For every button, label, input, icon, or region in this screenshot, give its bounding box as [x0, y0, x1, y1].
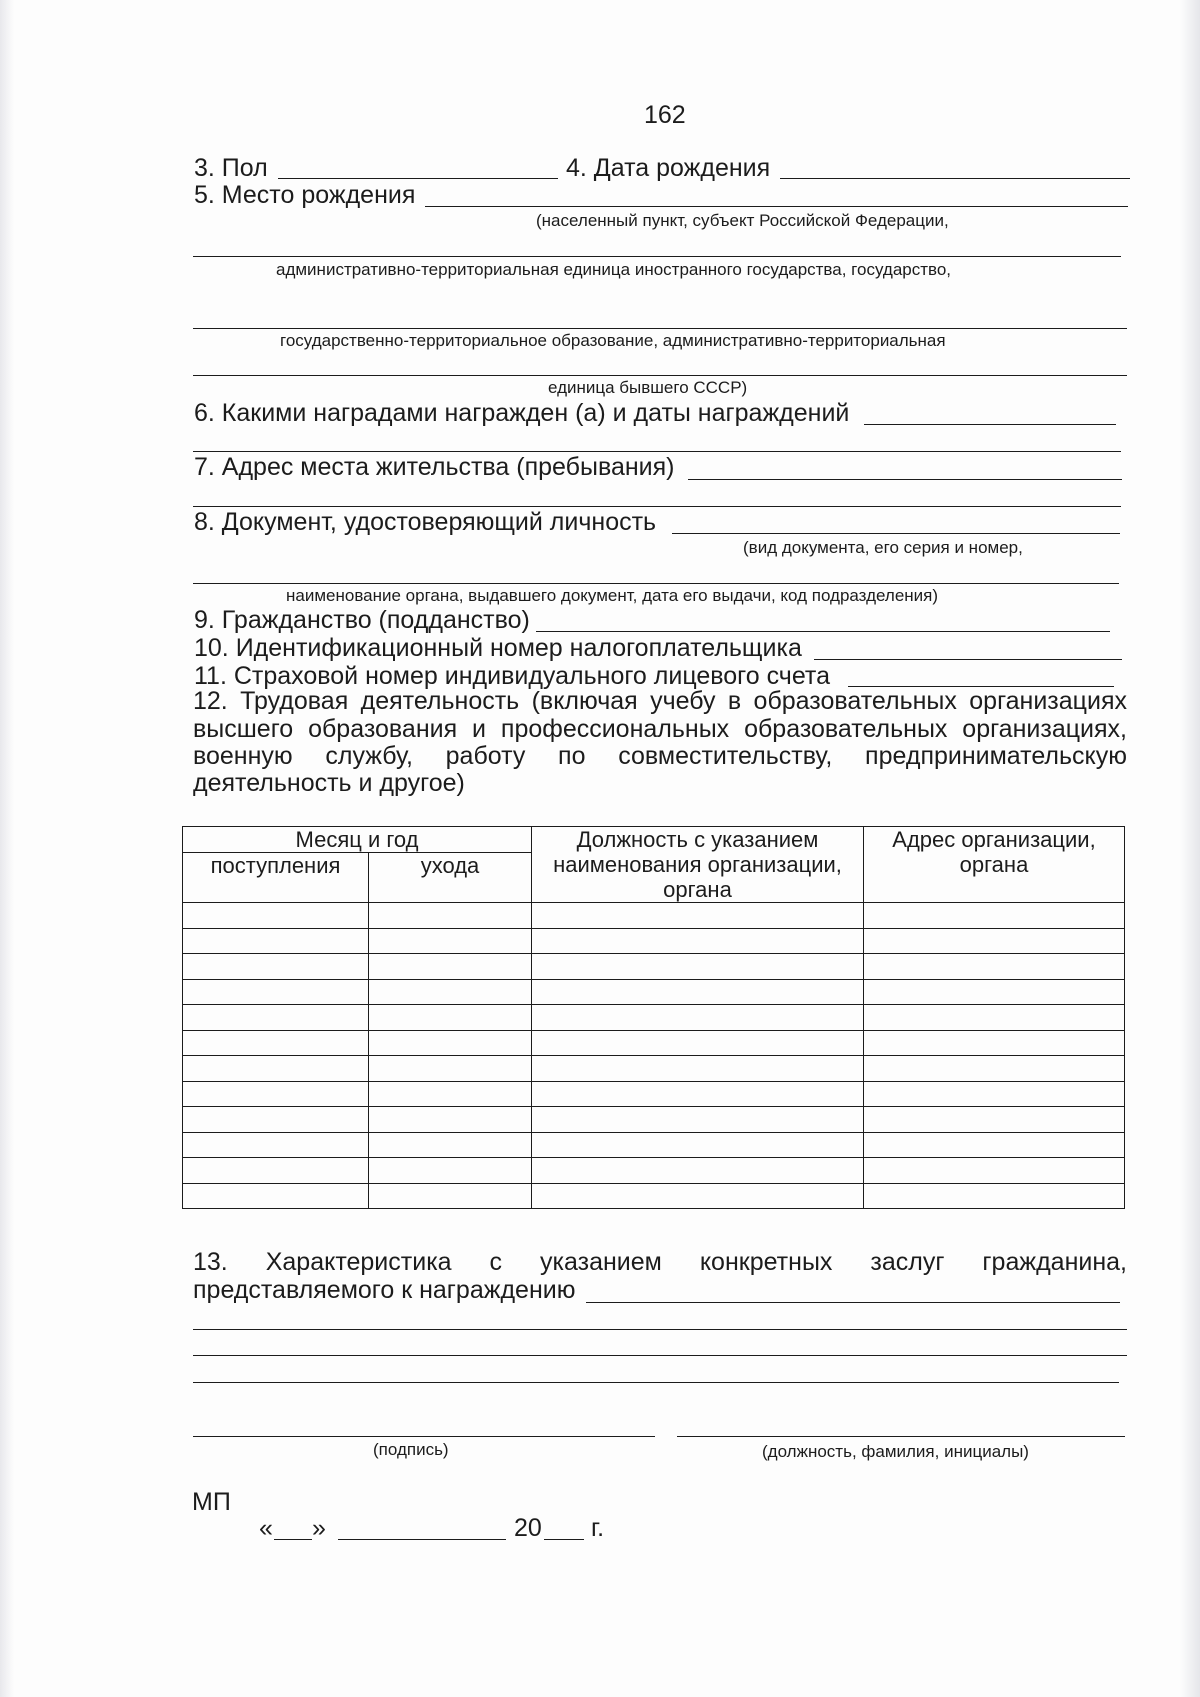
- table-cell[interactable]: [369, 1056, 532, 1082]
- field-4-label: 4. Дата рождения: [566, 154, 771, 182]
- field-8-label: 8. Документ, удостоверяющий личность: [194, 508, 657, 536]
- table-row: [183, 1158, 1125, 1184]
- field-3-blank[interactable]: [278, 178, 558, 179]
- table-cell[interactable]: [532, 1030, 864, 1056]
- table-row: [183, 1030, 1125, 1056]
- date-year-blank[interactable]: [544, 1539, 584, 1540]
- name-blank[interactable]: [677, 1436, 1125, 1437]
- table-row: [183, 954, 1125, 980]
- header-end: [369, 853, 532, 903]
- date-close-quote: »: [312, 1514, 326, 1542]
- field-7-blank-1[interactable]: [688, 479, 1122, 480]
- field-13-blank-3[interactable]: [193, 1355, 1127, 1356]
- table-cell[interactable]: [864, 928, 1125, 954]
- field-5-hint-3: государственно-территориальное образование, административно-территориальная: [280, 331, 946, 350]
- field-13-blank-1[interactable]: [586, 1302, 1120, 1303]
- table-header-row-1: [183, 827, 1125, 853]
- table-cell[interactable]: [183, 1081, 369, 1107]
- field-7-blank-2[interactable]: [193, 506, 1121, 507]
- table-cell[interactable]: [183, 1183, 369, 1209]
- header-end-text: ухода: [420, 853, 480, 879]
- table-cell[interactable]: [532, 1107, 864, 1133]
- table-cell[interactable]: [369, 903, 532, 929]
- table-row: [183, 1005, 1125, 1031]
- table-cell[interactable]: [369, 1132, 532, 1158]
- table-cell[interactable]: [532, 1132, 864, 1158]
- table-cell[interactable]: [369, 1158, 532, 1184]
- header-address-line-1: Адрес организации,: [892, 827, 1096, 852]
- table-cell[interactable]: [864, 1030, 1125, 1056]
- date-open-quote: «: [259, 1514, 273, 1542]
- field-10-label: 10. Идентификационный номер налогоплательщика: [194, 634, 802, 662]
- table-cell[interactable]: [183, 954, 369, 980]
- table-row: [183, 1183, 1125, 1209]
- table-body: [183, 903, 1125, 1209]
- table-cell[interactable]: [532, 954, 864, 980]
- table-cell[interactable]: [532, 1081, 864, 1107]
- table-cell[interactable]: [532, 1158, 864, 1184]
- table-row: [183, 903, 1125, 929]
- field-12-line-1: 12. Трудовая деятельность (включая учебу в образовательных организациях: [193, 687, 1127, 715]
- header-position-line-1: Должность с указанием: [576, 827, 819, 852]
- table-cell[interactable]: [369, 1030, 532, 1056]
- table-row: [183, 928, 1125, 954]
- field-5-blank-3[interactable]: [193, 328, 1127, 329]
- table-row: [183, 979, 1125, 1005]
- table-cell[interactable]: [864, 1132, 1125, 1158]
- field-12-line-2: высшего образования и профессиональных образовательных организациях,: [193, 715, 1127, 743]
- table-cell[interactable]: [183, 1056, 369, 1082]
- field-5-hint-4: единица бывшего СССР): [548, 378, 748, 397]
- table-cell[interactable]: [864, 979, 1125, 1005]
- field-5-blank-4[interactable]: [193, 375, 1127, 376]
- field-7-label: 7. Адрес места жительства (пребывания): [194, 453, 675, 481]
- header-start-text: поступления: [210, 853, 341, 879]
- header-position-line-2: наименования организации,: [553, 852, 842, 877]
- header-month-year: [183, 827, 532, 853]
- field-8-hint-1: (вид документа, его серия и номер,: [743, 538, 1023, 557]
- table-cell[interactable]: [864, 1005, 1125, 1031]
- table-cell[interactable]: [183, 1158, 369, 1184]
- date-year-suffix: г.: [591, 1514, 605, 1542]
- signature-hint: (подпись): [373, 1440, 449, 1459]
- work-history-table: [182, 826, 1125, 1209]
- field-11-label: 11. Страховой номер индивидуального лицевого счета: [194, 662, 830, 690]
- table-cell[interactable]: [369, 1107, 532, 1133]
- table-cell[interactable]: [864, 1056, 1125, 1082]
- table-cell[interactable]: [183, 903, 369, 929]
- field-8-blank-1[interactable]: [672, 533, 1120, 534]
- header-position: [532, 827, 864, 903]
- field-8-hint-2: наименование органа, выдавшего документ, дата его выдачи, код подразделения): [286, 586, 939, 605]
- header-address-line-2: органа: [959, 852, 1029, 877]
- table-cell[interactable]: [183, 1005, 369, 1031]
- table-cell[interactable]: [183, 928, 369, 954]
- date-year-prefix: 20: [514, 1514, 542, 1542]
- table-cell[interactable]: [532, 1056, 864, 1082]
- table-row: [183, 1056, 1125, 1082]
- page-number: 162: [644, 101, 686, 129]
- table-cell[interactable]: [369, 1005, 532, 1031]
- signature-blank[interactable]: [193, 1436, 655, 1437]
- table-cell[interactable]: [532, 1183, 864, 1209]
- field-5-label: 5. Место рождения: [194, 181, 416, 209]
- table-cell[interactable]: [183, 1030, 369, 1056]
- field-5-blank-1[interactable]: [425, 206, 1128, 207]
- table-row: [183, 1107, 1125, 1133]
- field-5-hint-2: административно-территориальная единица иностранного государства, государство,: [276, 260, 952, 279]
- header-month-year-text: Месяц и год: [295, 827, 419, 852]
- table-cell[interactable]: [864, 1107, 1125, 1133]
- field-10-blank[interactable]: [814, 659, 1122, 660]
- field-13-line-2: представляемого к награждению: [193, 1276, 576, 1304]
- table-cell[interactable]: [369, 928, 532, 954]
- header-address: [864, 827, 1125, 903]
- field-9-label: 9. Гражданство (подданство): [194, 606, 530, 634]
- field-6-blank-2[interactable]: [193, 451, 1121, 452]
- field-6-blank-1[interactable]: [864, 424, 1116, 425]
- table-row: [183, 1081, 1125, 1107]
- table-cell[interactable]: [369, 954, 532, 980]
- field-12-line-3: военную службу, работу по совместительству, предпринимательскую: [193, 742, 1127, 770]
- table-cell[interactable]: [864, 1081, 1125, 1107]
- table-cell[interactable]: [369, 1081, 532, 1107]
- table-cell[interactable]: [864, 1183, 1125, 1209]
- field-8-blank-2[interactable]: [193, 583, 1119, 584]
- table-cell[interactable]: [183, 1107, 369, 1133]
- field-5-blank-2[interactable]: [193, 256, 1121, 257]
- table-cell[interactable]: [864, 903, 1125, 929]
- table-cell[interactable]: [532, 1005, 864, 1031]
- table-cell[interactable]: [864, 1158, 1125, 1184]
- field-13-line-1: 13. Характеристика с указанием конкретных заслуг гражданина,: [193, 1248, 1127, 1276]
- field-9-blank[interactable]: [536, 631, 1110, 632]
- table-cell[interactable]: [183, 979, 369, 1005]
- table-cell[interactable]: [532, 928, 864, 954]
- field-3-label: 3. Пол: [194, 154, 268, 182]
- field-4-blank[interactable]: [780, 178, 1130, 179]
- date-day-blank[interactable]: [274, 1539, 312, 1540]
- field-13-blank-2[interactable]: [193, 1329, 1127, 1330]
- table-row: [183, 1132, 1125, 1158]
- table-cell[interactable]: [183, 1132, 369, 1158]
- table-cell[interactable]: [369, 1183, 532, 1209]
- date-month-blank[interactable]: [338, 1539, 506, 1540]
- header-position-line-3: органа: [663, 877, 732, 902]
- table-cell[interactable]: [532, 979, 864, 1005]
- stamp-label: МП: [192, 1488, 231, 1516]
- table-cell[interactable]: [532, 903, 864, 929]
- field-13-blank-4[interactable]: [193, 1382, 1119, 1383]
- field-5-hint-1: (населенный пункт, субъект Российской Федерации,: [536, 211, 949, 230]
- field-6-label: 6. Какими наградами награжден (а) и даты награждений: [194, 399, 850, 427]
- table-cell[interactable]: [864, 954, 1125, 980]
- field-12-line-4: деятельность и другое): [193, 769, 465, 797]
- table-cell[interactable]: [369, 979, 532, 1005]
- name-hint: (должность, фамилия, инициалы): [762, 1442, 1029, 1461]
- header-start: [183, 853, 369, 903]
